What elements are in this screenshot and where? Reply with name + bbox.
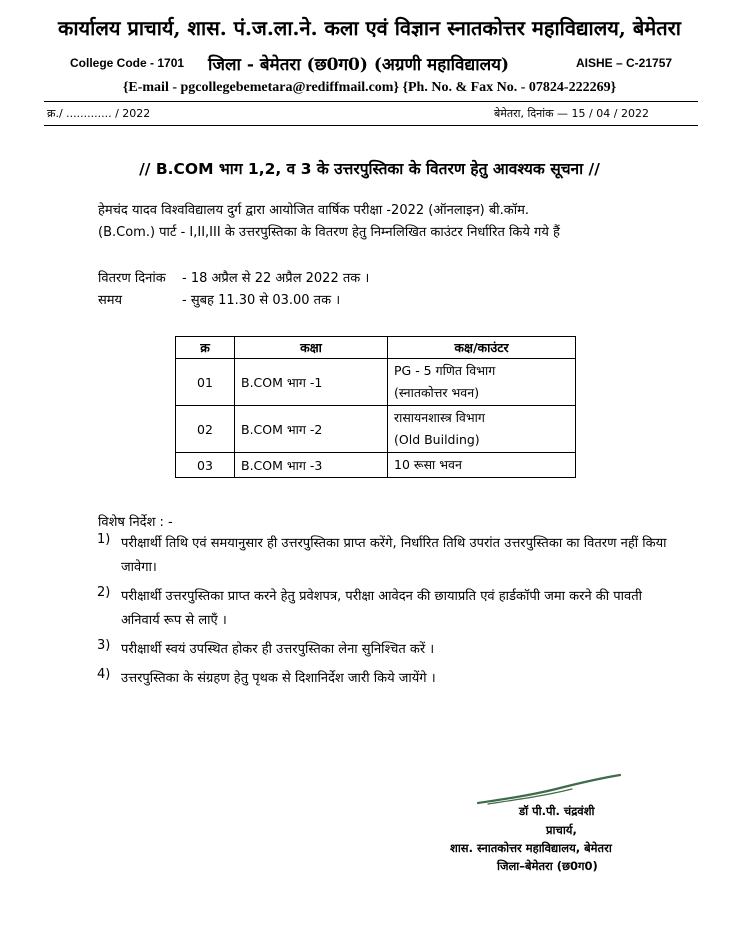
schedule	[98, 268, 369, 312]
table-row	[176, 406, 576, 453]
item-text: परीक्षार्थी स्वयं उपस्थित होकर ही उत्तरपुस्तिका लेना सुनिश्चित करें ।	[121, 642, 435, 657]
counter-line: (Old Building)	[394, 432, 480, 447]
schedule-value: - 18 अप्रैल से 22 अप्रैल 2022 तक ।	[182, 271, 370, 286]
signatory-name: डॉ पी.पी. चंद्रवंशी	[519, 804, 595, 818]
instructions-heading: विशेष निर्देश : -	[98, 515, 173, 530]
paragraph-line: (B.Com.) पार्ट - I,II,III के उत्तरपुस्तिका के वितरण हेतु निम्नलिखित काउंटर निर्धारित किये गये हैं	[98, 225, 560, 240]
list-item	[97, 585, 679, 633]
cell-class: B.COM भाग -1	[235, 359, 388, 406]
district-label: जिला - बेमेतरा (छ0ग0) (अग्रणी महाविद्यालय)	[208, 55, 510, 75]
item-text: परीक्षार्थी तिथि एवं समयानुसार ही उत्तरपुस्तिका प्राप्त करेंगे, निर्धारित तिथि उपरांत उत्तरपुस्तिका का वितरण नहीं किया जावेगा।	[121, 536, 667, 575]
counter-line: 10 रूसा भवन	[394, 457, 462, 472]
table-header-row	[176, 337, 576, 359]
signatory-district: जिला–बेमेतरा (छ0ग0)	[497, 859, 598, 873]
item-text: उत्तरपुस्तिका के संग्रहण हेतु पृथक से दिशानिर्देश जारी किये जायेंगे ।	[121, 671, 436, 686]
item-number: 2)	[97, 585, 111, 600]
item-number: 1)	[97, 532, 111, 547]
counter-table	[175, 336, 576, 478]
cell-class: B.COM भाग -2	[235, 406, 388, 453]
header-divider-bottom	[44, 125, 698, 126]
header-class: कक्षा	[235, 337, 388, 359]
item-number: 4)	[97, 667, 111, 682]
instructions-list	[97, 532, 679, 696]
cell-counter	[388, 359, 576, 406]
cell-counter	[388, 406, 576, 453]
reference-number: क्र./ ............. / 2022	[47, 107, 151, 120]
aishe-code: AISHE – C-21757	[576, 56, 673, 70]
table-row	[176, 359, 576, 406]
schedule-label: वितरण दिनांक	[98, 271, 166, 286]
schedule-row-time	[98, 290, 369, 312]
contact-line: {E-mail - pgcollegebemetara@rediffmail.com} {Ph. No. & Fax No. - 07824-222269}	[122, 80, 617, 95]
list-item	[97, 532, 679, 580]
signatory-designation: प्राचार्य,	[546, 823, 577, 837]
item-number: 3)	[97, 638, 111, 653]
list-item	[97, 667, 679, 691]
institution-title: कार्यालय प्राचार्य, शास. पं.ज.ला.ने. कला एवं विज्ञान स्नातकोत्तर महाविद्यालय, बेमेतरा	[58, 16, 681, 40]
notice-title: // B.COM भाग 1,2, व 3 के उत्तरपुस्तिका के वितरण हेतु आवश्यक सूचना //	[139, 160, 600, 178]
signatory-college: शास. स्नातकोत्तर महाविद्यालय, बेमेतरा	[450, 841, 612, 855]
counter-line: रासायनशास्त्र विभाग	[394, 410, 485, 425]
schedule-label: समय	[98, 293, 123, 308]
header-counter: कक्ष/काउंटर	[388, 337, 576, 359]
header-divider-top	[44, 101, 698, 102]
header-sno: क्र	[176, 337, 235, 359]
list-item	[97, 638, 679, 662]
cell-sno: 01	[176, 359, 235, 406]
schedule-row-date	[98, 268, 369, 290]
paragraph-line: हेमचंद यादव विश्वविद्यालय दुर्ग द्वारा आयोजित वार्षिक परीक्षा -2022 (ऑनलाइन) बी.कॉम.	[98, 203, 530, 218]
cell-sno: 02	[176, 406, 235, 453]
counter-line: (स्नातकोत्तर भवन)	[394, 385, 480, 400]
notice-date: बेमेतरा, दिनांक — 15 / 04 / 2022	[494, 107, 649, 120]
schedule-value: - सुबह 11.30 से 03.00 तक ।	[182, 293, 341, 308]
cell-counter	[388, 453, 576, 478]
college-code: College Code - 1701	[70, 56, 185, 70]
notice-paragraph	[98, 200, 680, 244]
table-row	[176, 453, 576, 478]
item-text: परीक्षार्थी उत्तरपुस्तिका प्राप्त करने हेतु प्रवेशपत्र, परीक्षा आवेदन की छायाप्रति एवं हार्डकॉपी जमा करने की पावती अनिवार्य रूप से लाएँ ।	[121, 589, 643, 628]
cell-sno: 03	[176, 453, 235, 478]
cell-class: B.COM भाग -3	[235, 453, 388, 478]
counter-line: PG - 5 गणित विभाग	[394, 363, 496, 378]
